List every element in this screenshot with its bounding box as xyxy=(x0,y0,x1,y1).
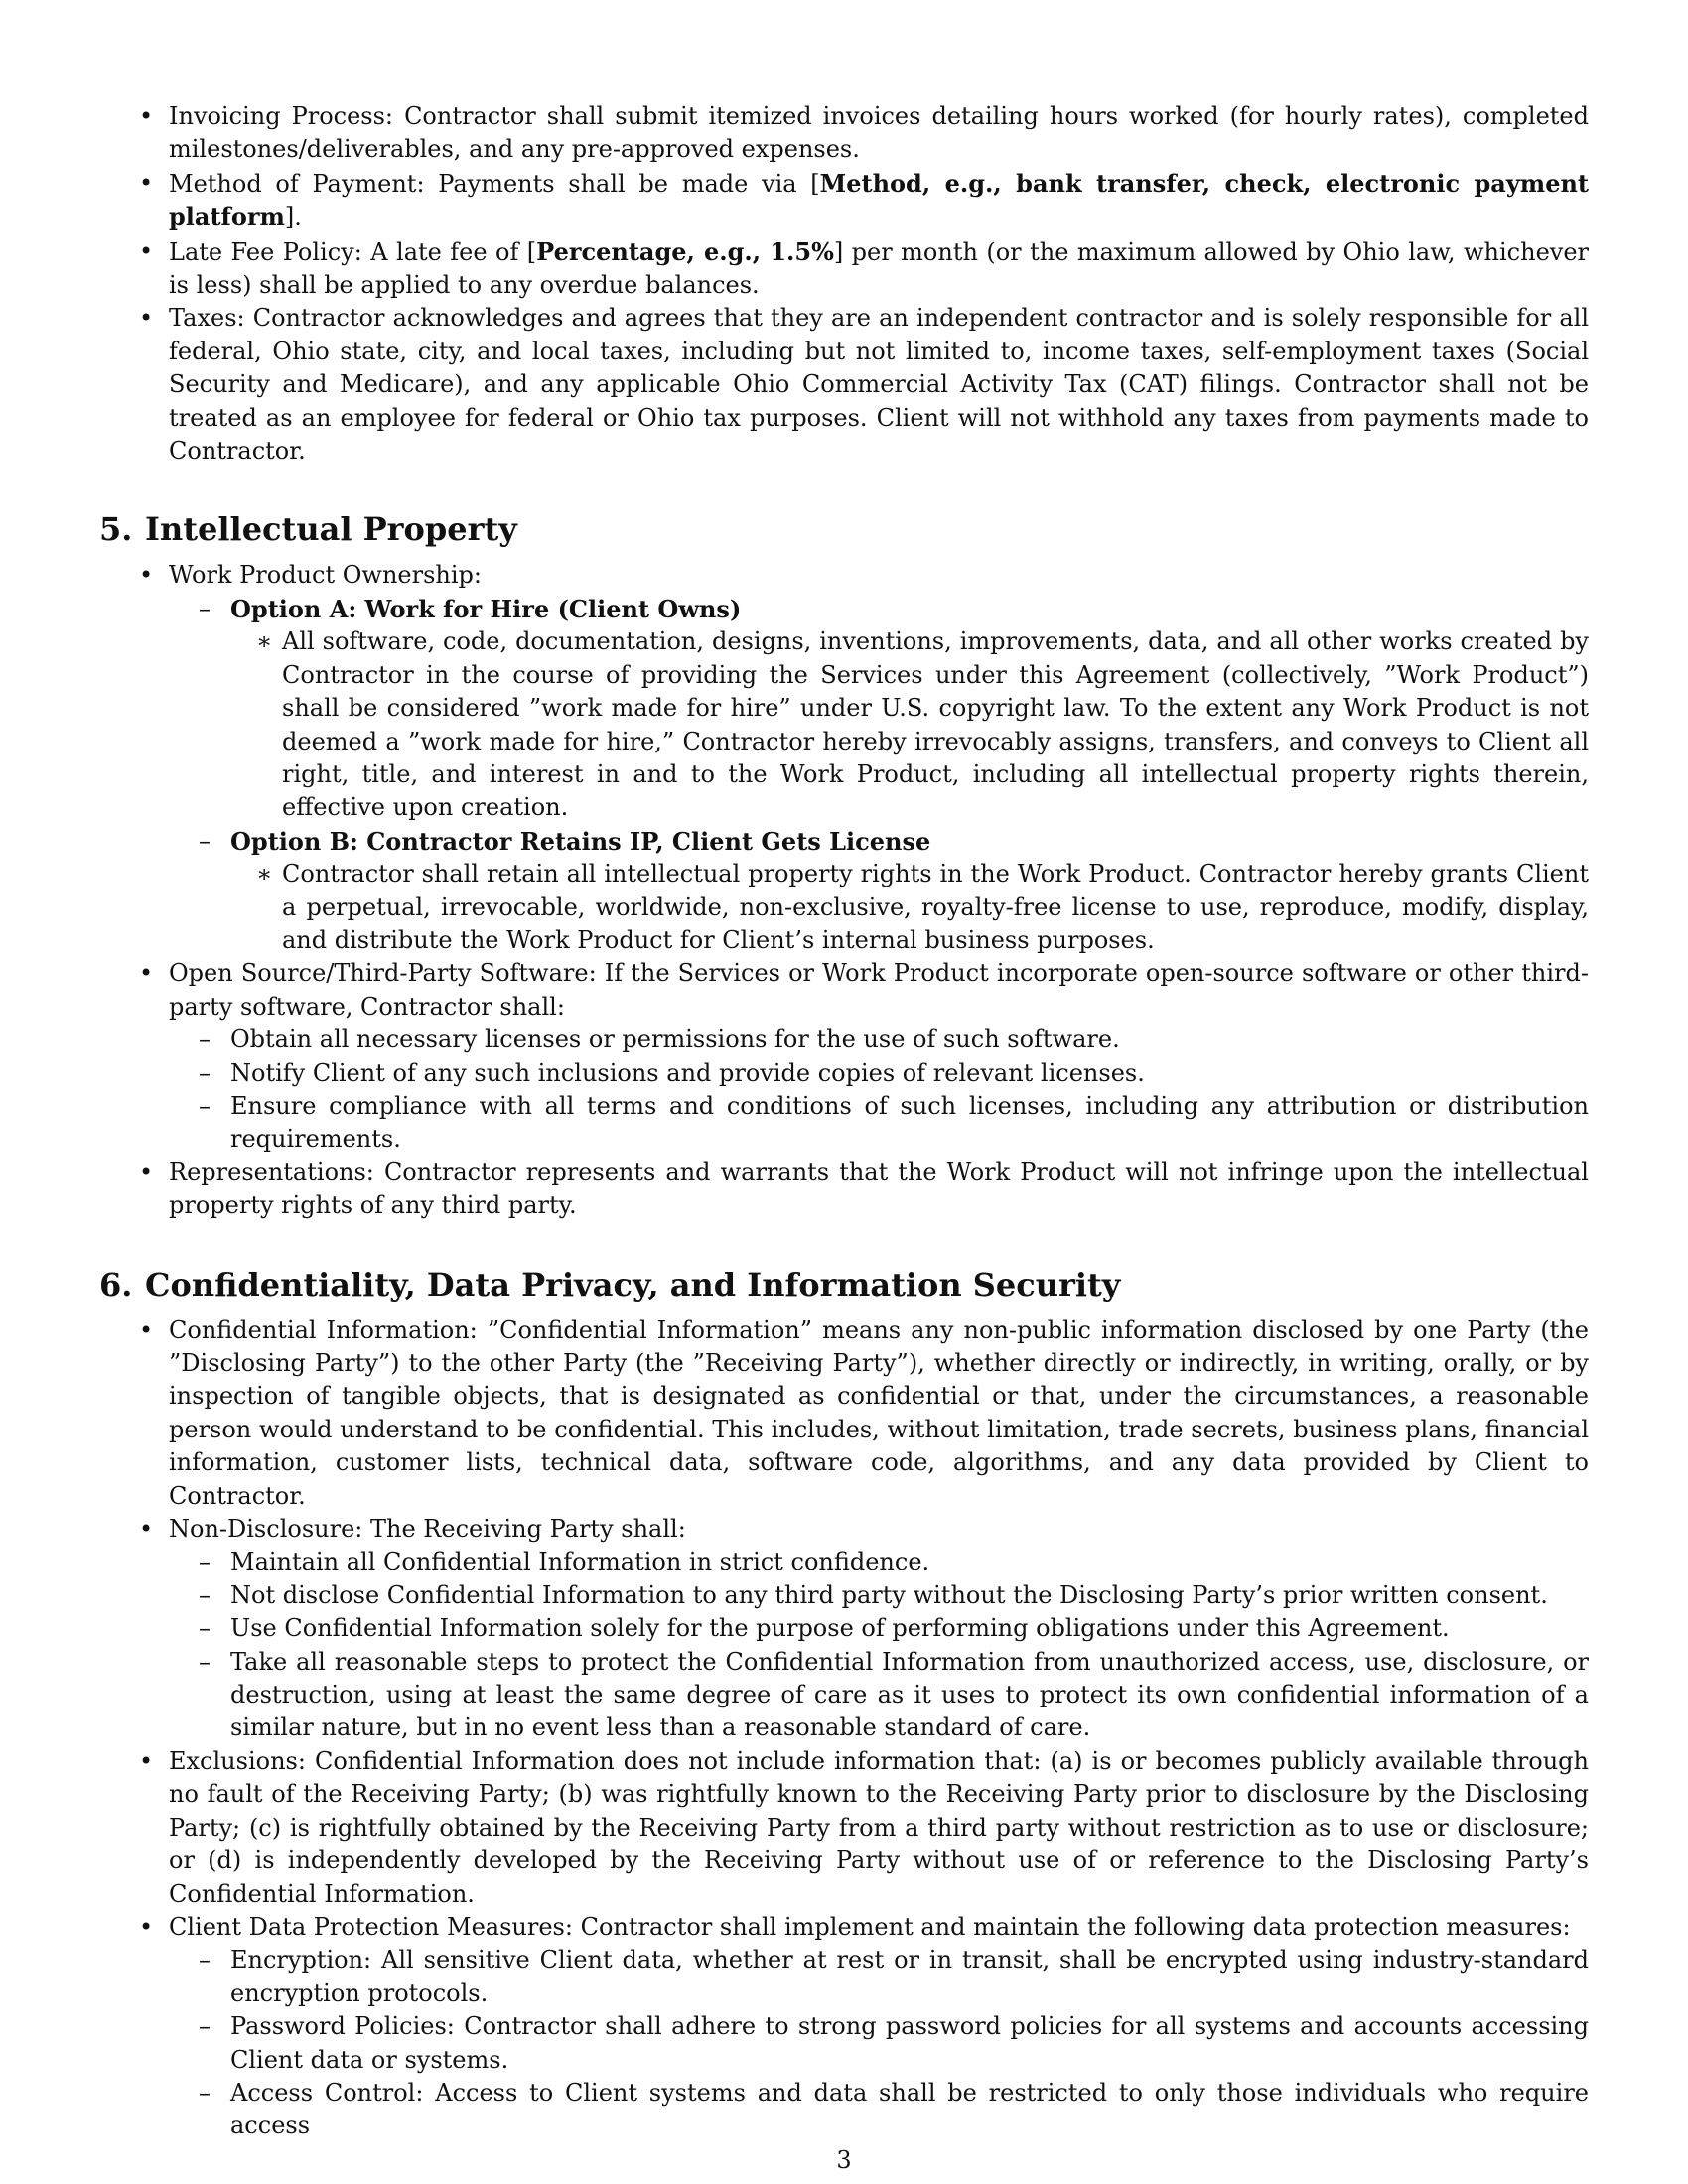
item-label: Representations: xyxy=(169,1158,374,1186)
placeholder-field: Method, e.g., bank transfer, check, electronic payment platform xyxy=(169,168,1589,232)
payment-terms-list xyxy=(99,100,1589,468)
sub-list-item xyxy=(169,825,1589,958)
item-label: Taxes: xyxy=(169,304,245,333)
list-item: • Client Data Protection Measures: Contractor shall implement and maintain the following data protection measures: – Encryption: All sensitive Client data, whether at rest or in transit, shall be encrypted using industry-standard encryption protocols. – Password Policies: Contractor shall adhere to strong password policies for all systems and accounts accessing Client data or systems. – Access Control: Access to Client systems and data shall be restricted to only those individuals who require access xyxy=(99,1911,1589,2143)
item-label: Confidential Information: xyxy=(169,1315,478,1344)
sub-list-item xyxy=(169,593,1589,825)
item-label: Client Data Protection Measures: xyxy=(169,1912,573,1941)
option-title: – Option A: Work for Hire (Client Owns) xyxy=(230,594,742,623)
item-text: Contractor shall submit itemized invoices detailing hours worked (for hourly rates), completed milestones/deliverables, and any pre-approved expenses. xyxy=(169,102,1589,164)
option-title: – Option B: Contractor Retains IP, Client Gets License xyxy=(230,826,931,856)
section-heading: 5. Intellectual Property xyxy=(99,510,517,549)
sub-list-item: – Password Policies: Contractor shall adhere to strong password policies for all systems and accounts accessing Client data or systems. xyxy=(169,2010,1589,2077)
sub-list-item: – Notify Client of any such inclusions and provide copies of relevant licenses. xyxy=(169,1057,1589,1090)
page-number: 3 xyxy=(836,2146,852,2174)
item-label: Exclusions: xyxy=(169,1746,306,1775)
placeholder-field: Percentage, e.g., 1.5% xyxy=(536,236,834,266)
section-heading: 6. Confidentiality, Data Privacy, and Information Security xyxy=(99,1265,1121,1303)
sub-list-item: – Ensure compliance with all terms and conditions of such licenses, including any attribution or distribution requirements. xyxy=(169,1090,1589,1157)
list-item xyxy=(99,100,1589,167)
sub-list-item: – Access Control: Access to Client systems and data shall be restricted to only those individuals who require access xyxy=(169,2077,1589,2143)
list-item xyxy=(99,302,1589,468)
list-item: • Confidential Information: ”Confidential Information” means any non-public information disclosed by one Party (the ”Disclosing Party”) to the other Party (the ”Receiving Party”), whether directly or indirectly, in writing, orally, or by inspection of tangible objects, that is designated as confidential or that, under the circumstances, a reasonable person would understand to be confidential. This includes, without limitation, trade secrets, business plans, financial information, customer lists, technical data, software code, algorithms, and any data provided by Client to Contractor. xyxy=(99,1314,1589,1513)
item-text: Contractor acknowledges and agrees that they are an independent contractor and is solely responsible for all federal, Ohio state, city, and local taxes, including but not limited to, income taxes, self-employment taxes (Social Security and Medicare), and any applicable Ohio Commercial Activity Tax (CAT) filings. Contractor shall not be treated as an employee for federal or Ohio tax purposes. Client will not withhold any taxes from payments made to Contractor. xyxy=(169,304,1589,466)
list-item: • Open Source/Third-Party Software: If the Services or Work Product incorporate open-source software or other third-party software, Contractor shall: – Obtain all necessary licenses or permissions for the use of such software. – Notify Client of any such inclusions and provide copies of relevant licenses. – Ensure compliance with all terms and conditions of such licenses, including any attribution or distribution requirements. xyxy=(99,957,1589,1156)
item-label: • Work Product Ownership: xyxy=(169,561,482,590)
item-label: Open Source/Third-Party Software: xyxy=(169,959,597,988)
list-item: • Method of Payment: Payments shall be made via [Method, e.g., bank transfer, check, electronic payment platform]. xyxy=(99,167,1589,235)
sub-list-item: – Not disclose Confidential Information to any third party without the Disclosing Party’s prior written consent. xyxy=(169,1579,1589,1612)
list-item: • Late Fee Policy: A late fee of [Percentage, e.g., 1.5%] per month (or the maximum allowed by Ohio law, whichever is less) shall be applied to any overdue balances. xyxy=(99,235,1589,303)
list-item: • Exclusions: Confidential Information does not include information that: (a) is or becomes publicly available through no fault of the Receiving Party; (b) was rightfully known to the Receiving Party prior to disclosure by the Disclosing Party; (c) is rightfully obtained by the Receiving Party from a third party without restriction as to use or disclosure; or (d) is independently developed by the Receiving Party without use of or reference to the Disclosing Party’s Confidential Information. xyxy=(99,1745,1589,1911)
document-body xyxy=(99,100,1589,2143)
section6-list xyxy=(99,1314,1589,2143)
item-label: Invoicing Process: xyxy=(169,102,394,130)
sub-list-item: – Take all reasonable steps to protect the Confidential Information from unauthorized access, use, disclosure, or destruction, using at least the same degree of care as it uses to protect its own confidential information of a similar nature, but in no event less than a reasonable standard of care. xyxy=(169,1646,1589,1745)
item-label: Method of Payment: xyxy=(169,169,425,198)
sub-list-item: – Obtain all necessary licenses or permissions for the use of such software. xyxy=(169,1024,1589,1056)
sub-list-item: – Maintain all Confidential Information in strict confidence. xyxy=(169,1546,1589,1578)
list-item: • Representations: Contractor represents and warrants that the Work Product will not infringe upon the intellectual property rights of any third party. xyxy=(99,1157,1589,1223)
item-label: Late Fee Policy: xyxy=(169,237,362,266)
list-item xyxy=(99,559,1589,957)
item-label: Non-Disclosure: xyxy=(169,1515,363,1544)
sub-list-item: – Use Confidential Information solely for the purpose of performing obligations under this Agreement. xyxy=(169,1612,1589,1645)
sub-sub-list-item: ∗ Contractor shall retain all intellectual property rights in the Work Product. Contractor hereby grants Client a perpetual, irrevocable, worldwide, non-exclusive, royalty-free license to use, reproduce, modify, display, and distribute the Work Product for Client’s internal business purposes. xyxy=(230,858,1589,957)
section5-list xyxy=(99,559,1589,1222)
sub-sub-list-item: ∗ All software, code, documentation, designs, inventions, improvements, data, and all other works created by Contractor in the course of providing the Services under this Agreement (collectively, ”Work Product”) shall be considered ”work made for hire” under U.S. copyright law. To the extent any Work Product is not deemed a ”work made for hire,” Contractor hereby irrevocably assigns, transfers, and conveys to Client all right, title, and interest in and to the Work Product, including all intellectual property rights therein, effective upon creation. xyxy=(230,625,1589,824)
list-item: • Non-Disclosure: The Receiving Party shall: – Maintain all Confidential Information in strict confidence. – Not disclose Confidential Information to any third party without the Disclosing Party’s prior written consent. – Use Confidential Information solely for the purpose of performing obligations under this Agreement. – Take all reasonable steps to protect the Confidential Information from unauthorized access, use, disclosure, or destruction, using at least the same degree of care as it uses to protect its own confidential information of a similar nature, but in no event less than a reasonable standard of care. xyxy=(99,1513,1589,1745)
sub-list-item: – Encryption: All sensitive Client data, whether at rest or in transit, shall be encrypted using industry-standard encryption protocols. xyxy=(169,1944,1589,2010)
